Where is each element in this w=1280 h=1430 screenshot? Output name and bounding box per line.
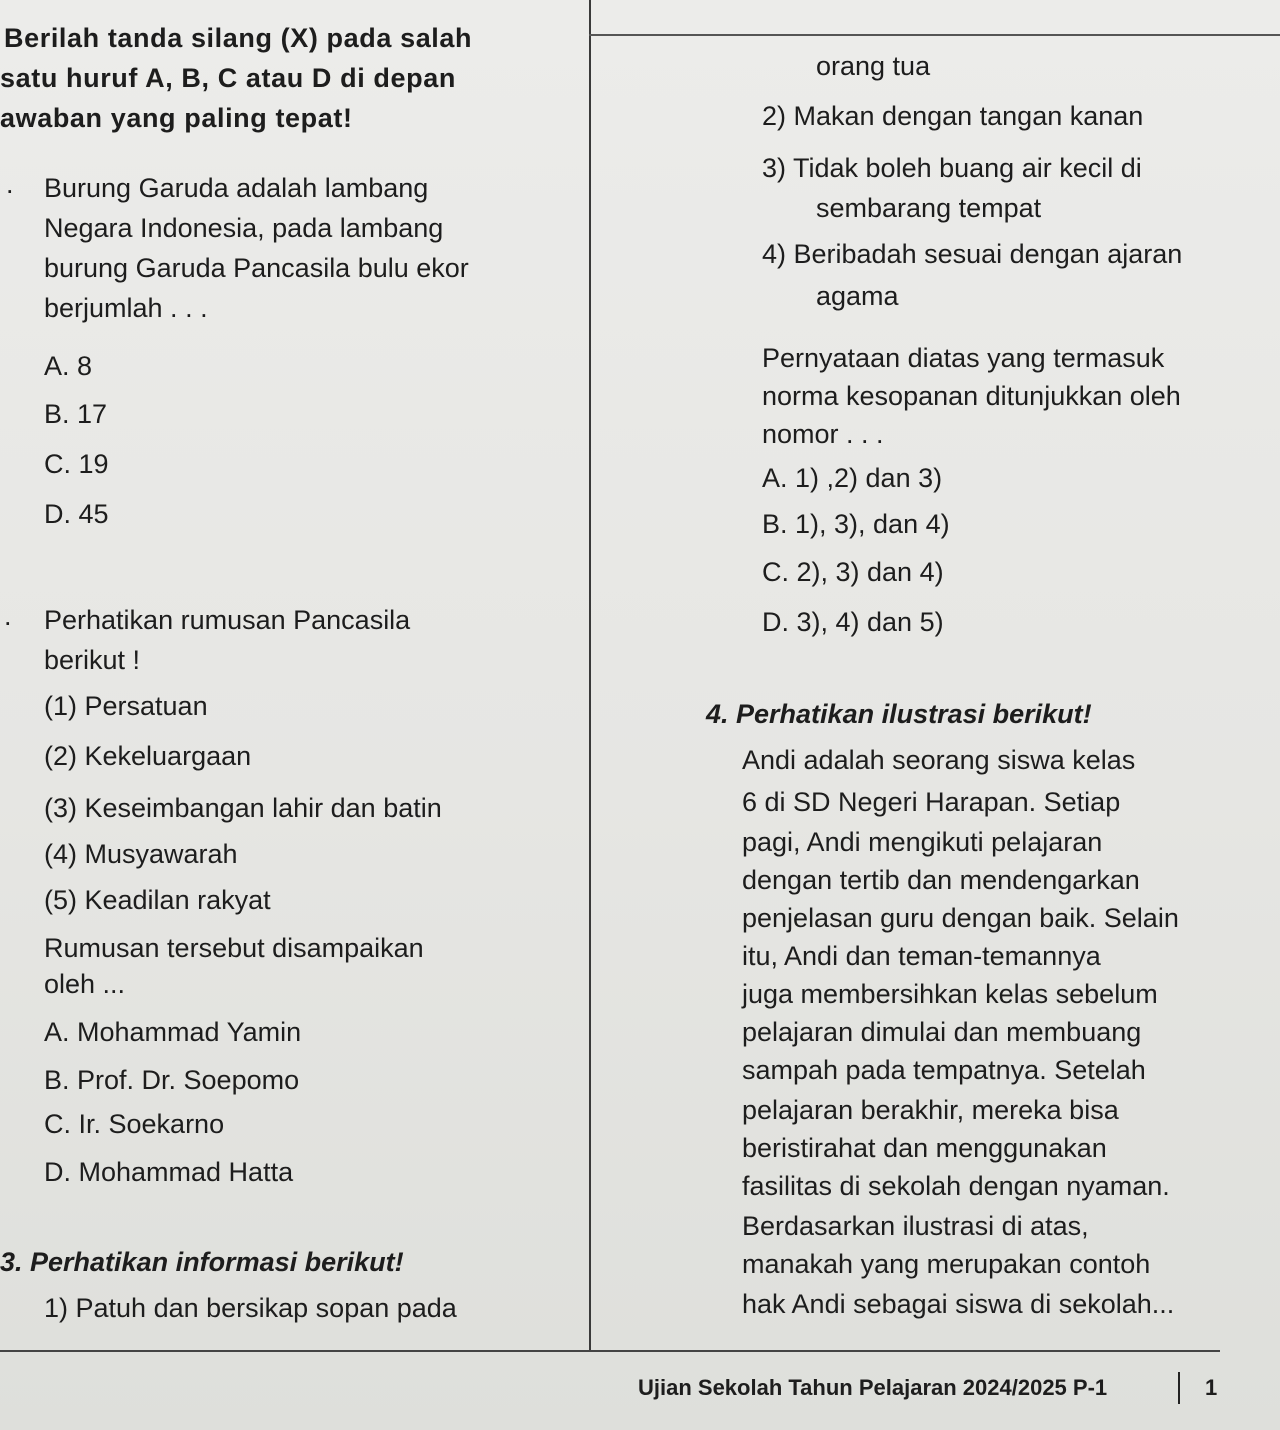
bottom-rule	[0, 1350, 1220, 1352]
q1-line-3: burung Garuda Pancasila bulu ekor	[44, 253, 469, 283]
q4-line-11: beristirahat dan menggunakan	[742, 1133, 1107, 1163]
q2-item-5: (5) Keadilan rakyat	[44, 885, 271, 915]
q1-line-2: Negara Indonesia, pada lambang	[44, 213, 444, 243]
q4-line-14: manakah yang merupakan contoh	[742, 1249, 1151, 1279]
column-divider	[589, 0, 591, 1350]
q2-option-d[interactable]: D. Mohammad Hatta	[44, 1157, 294, 1187]
q4-heading: 4. Perhatikan ilustrasi berikut!	[706, 699, 1092, 729]
q4-line-7: juga membersihkan kelas sebelum	[742, 979, 1158, 1009]
q3-item-3-continued: sembarang tempat	[816, 193, 1042, 223]
q3-item-1: 1) Patuh dan bersikap sopan pada	[44, 1293, 457, 1323]
q3-question-line-1: Pernyataan diatas yang termasuk	[762, 343, 1165, 373]
q3-option-a[interactable]: A. 1) ,2) dan 3)	[762, 463, 943, 493]
q2-marker: .	[4, 601, 12, 631]
q4-line-6: itu, Andi dan teman-temannya	[742, 941, 1101, 971]
q3-heading: 3. Perhatikan informasi berikut!	[0, 1247, 404, 1277]
q4-line-1: Andi adalah seorang siswa kelas	[742, 745, 1136, 775]
q2-item-1: (1) Persatuan	[44, 691, 208, 721]
q2-item-3: (3) Keseimbangan lahir dan batin	[44, 793, 442, 823]
page-number: 1	[1205, 1375, 1218, 1400]
q4-line-9: sampah pada tempatnya. Setelah	[742, 1055, 1146, 1085]
instruction-line-1: Berilah tanda silang (X) pada salah	[4, 23, 473, 53]
q4-line-10: pelajaran berakhir, mereka bisa	[742, 1095, 1119, 1125]
q2-option-c[interactable]: C. Ir. Soekarno	[44, 1109, 225, 1139]
q1-option-a[interactable]: A. 8	[44, 351, 93, 381]
q2-option-b[interactable]: B. Prof. Dr. Soepomo	[44, 1065, 300, 1095]
q2-after-1: Rumusan tersebut disampaikan	[44, 933, 424, 963]
q2-line-2: berikut !	[44, 645, 141, 675]
q4-line-3: pagi, Andi mengikuti pelajaran	[742, 827, 1103, 857]
q3-question-line-3: nomor . . .	[762, 419, 884, 449]
q4-line-13: Berdasarkan ilustrasi di atas,	[742, 1211, 1089, 1241]
footer-separator	[1178, 1372, 1180, 1404]
q1-option-d[interactable]: D. 45	[44, 499, 109, 529]
q3-option-c[interactable]: C. 2), 3) dan 4)	[762, 557, 944, 587]
q3-item-4-continued: agama	[816, 281, 899, 311]
q4-line-8: pelajaran dimulai dan membuang	[742, 1017, 1142, 1047]
q3-question-line-2: norma kesopanan ditunjukkan oleh	[762, 381, 1181, 411]
q1-line-4: berjumlah . . .	[44, 293, 208, 323]
q3-item-4: 4) Beribadah sesuai dengan ajaran	[762, 239, 1183, 269]
q2-option-a[interactable]: A. Mohammad Yamin	[44, 1017, 302, 1047]
q4-line-2: 6 di SD Negeri Harapan. Setiap	[742, 787, 1121, 817]
footer-exam-title: Ujian Sekolah Tahun Pelajaran 2024/2025 P-1	[638, 1375, 1108, 1400]
q2-after-2: oleh ...	[44, 969, 126, 999]
q4-line-4: dengan tertib dan mendengarkan	[742, 865, 1140, 895]
q3-item-2: 2) Makan dengan tangan kanan	[762, 101, 1144, 131]
q2-line-1: Perhatikan rumusan Pancasila	[44, 605, 411, 635]
q4-line-15: hak Andi sebagai siswa di sekolah...	[742, 1289, 1175, 1319]
instruction-line-2: satu huruf A, B, C atau D di depan	[0, 63, 456, 93]
q1-marker: .	[6, 169, 14, 199]
q3-option-b[interactable]: B. 1), 3), dan 4)	[762, 509, 950, 539]
q4-line-5: penjelasan guru dengan baik. Selain	[742, 903, 1179, 933]
q2-item-2: (2) Kekeluargaan	[44, 741, 252, 771]
q3-item-3: 3) Tidak boleh buang air kecil di	[762, 153, 1142, 183]
q3-option-d[interactable]: D. 3), 4) dan 5)	[762, 607, 944, 637]
q2-item-4: (4) Musyawarah	[44, 839, 238, 869]
q1-line-1: Burung Garuda adalah lambang	[44, 173, 429, 203]
instruction-line-3: awaban yang paling tepat!	[0, 103, 353, 133]
top-rule	[589, 34, 1280, 36]
q1-option-b[interactable]: B. 17	[44, 399, 108, 429]
q4-line-12: fasilitas di sekolah dengan nyaman.	[742, 1171, 1170, 1201]
q3-item-1-continued: orang tua	[816, 51, 931, 81]
q1-option-c[interactable]: C. 19	[44, 449, 109, 479]
